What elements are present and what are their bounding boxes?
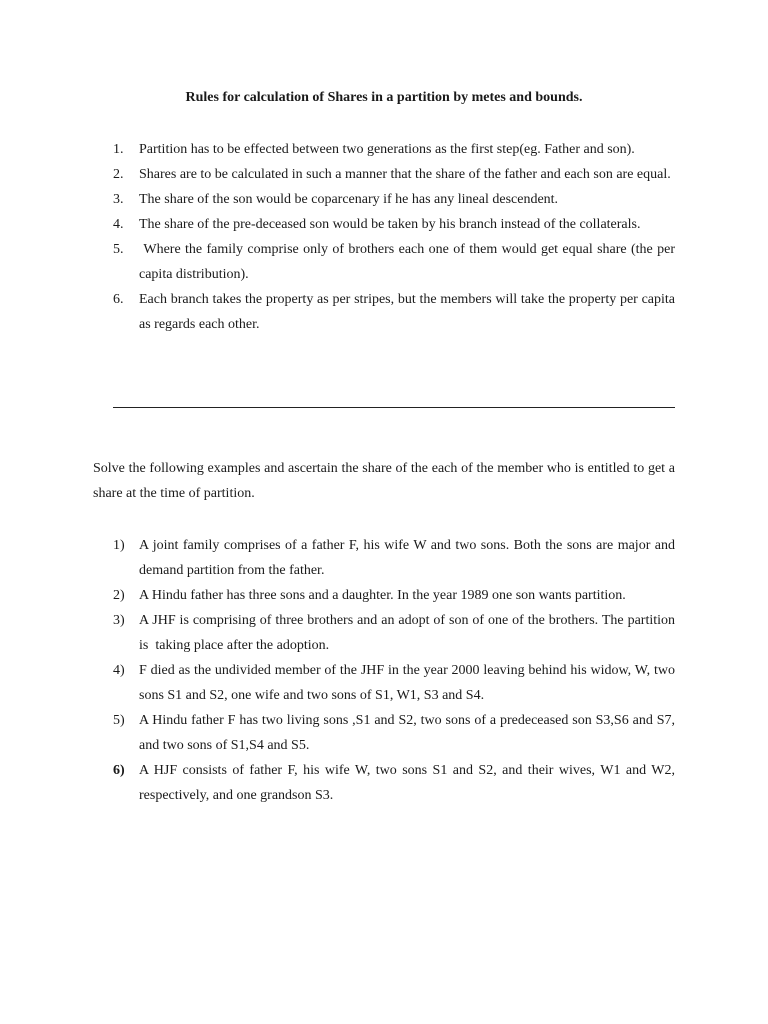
rule-text: The share of the son would be coparcenary if he has any lineal descendent. bbox=[139, 192, 559, 207]
example-number: 1) bbox=[113, 538, 125, 553]
rule-item bbox=[113, 187, 675, 212]
rule-item bbox=[113, 162, 675, 187]
example-item bbox=[113, 658, 675, 708]
rule-number: 5. bbox=[113, 242, 124, 257]
example-text: A Hindu father F has two living sons ,S1 and S2, two sons of a predeceased son S3,S6 and S7, and two sons of S1,S4 and S5. bbox=[139, 713, 675, 753]
section-divider bbox=[113, 407, 675, 408]
example-item bbox=[113, 608, 679, 658]
rule-text: Where the family comprise only of brothers each one of them would get equal share (the per capita distribution). bbox=[139, 242, 679, 282]
example-number: 6) bbox=[113, 763, 125, 778]
example-item bbox=[113, 708, 675, 758]
example-number: 5) bbox=[113, 713, 125, 728]
rule-item bbox=[113, 287, 675, 337]
rules-list bbox=[113, 137, 679, 337]
example-number: 4) bbox=[113, 663, 125, 678]
rule-item bbox=[113, 237, 679, 287]
rule-text: The share of the pre-deceased son would be taken by his branch instead of the collaterals. bbox=[139, 217, 641, 232]
rule-item bbox=[113, 137, 675, 162]
example-item bbox=[113, 758, 675, 808]
example-text: A HJF consists of father F, his wife W, two sons S1 and S2, and their wives, W1 and W2, respectively, and one grandson S3. bbox=[139, 763, 675, 803]
rule-number: 3. bbox=[113, 192, 124, 207]
rule-text: Each branch takes the property as per stripes, but the members will take the property per capita as regards each other. bbox=[139, 292, 675, 332]
example-text: F died as the undivided member of the JHF in the year 2000 leaving behind his widow, W, two sons S1 and S2, one wife and two sons of S1, W1, S3 and S4. bbox=[139, 663, 675, 703]
example-item bbox=[113, 533, 675, 583]
example-text: A JHF is comprising of three brothers and an adopt of son of one of the brothers. The partition is taking place after the adoption. bbox=[139, 613, 679, 653]
example-number: 3) bbox=[113, 613, 125, 628]
rule-item bbox=[113, 212, 675, 237]
rule-text: Partition has to be effected between two generations as the first step(eg. Father and son). bbox=[139, 142, 635, 157]
examples-list bbox=[113, 533, 679, 808]
page-title: Rules for calculation of Shares in a partition by metes and bounds. bbox=[185, 90, 583, 105]
example-item bbox=[113, 583, 675, 608]
rule-number: 2. bbox=[113, 167, 124, 182]
rule-number: 1. bbox=[113, 142, 124, 157]
example-number: 2) bbox=[113, 588, 125, 603]
rule-number: 4. bbox=[113, 217, 124, 232]
rule-number: 6. bbox=[113, 292, 124, 307]
example-text: A Hindu father has three sons and a daughter. In the year 1989 one son wants partition. bbox=[139, 588, 626, 603]
example-text: A joint family comprises of a father F, his wife W and two sons. Both the sons are major and demand partition from the father. bbox=[139, 538, 675, 578]
rule-text: Shares are to be calculated in such a manner that the share of the father and each son are equal. bbox=[139, 167, 671, 182]
instructions-paragraph: Solve the following examples and ascertain the share of the each of the member who is entitled to get a share at the time of partition. bbox=[93, 461, 675, 501]
